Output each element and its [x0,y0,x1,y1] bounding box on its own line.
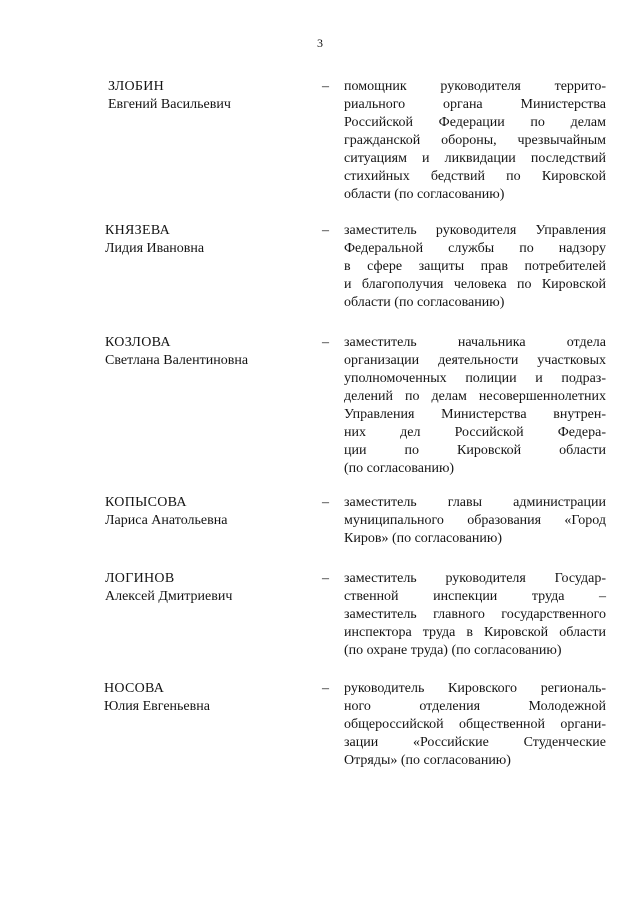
member-position [344,78,606,204]
member-name [105,494,227,530]
separator-dash: – [322,79,329,94]
member-name [105,334,248,370]
position-line: ственной инспекции труда – [344,589,606,604]
position-line: ситуациям и ликвидации последствий [344,151,606,166]
member-name [105,222,204,258]
position-line: Управления Министерства внутрен- [344,407,606,422]
position-line: них дел Российской Федера- [344,425,606,440]
member-position [344,570,606,660]
position-line: уполномоченных полиции и подраз- [344,371,606,386]
member-surname: КОПЫСОВА [105,495,187,510]
member-name [104,680,210,716]
separator-dash: – [322,335,329,350]
position-line: гражданской обороны, чрезвычайным [344,133,606,148]
position-line: инспектора труда в Кировской области [344,625,606,640]
separator-dash: – [322,571,329,586]
position-line: (по согласованию) [344,461,455,476]
position-line: Федеральной службы по надзору [344,241,606,256]
member-position [344,680,606,770]
member-surname: ЛОГИНОВ [105,571,175,586]
member-surname: НОСОВА [104,681,165,696]
position-line: муниципального образования «Город [344,513,606,528]
member-surname: КОЗЛОВА [105,335,171,350]
position-line: области (по согласованию) [344,295,505,310]
member-surname: ЗЛОБИН [108,79,165,94]
position-line: заместитель руководителя Управления [344,223,606,238]
member-given-names: Лидия Ивановна [105,241,205,256]
position-line: заместитель главного государственного [344,607,606,622]
member-position [344,222,606,312]
member-position [344,494,606,548]
position-line: делений по делам несовершеннолетних [344,389,606,404]
position-line: ного отделения Молодежной [344,699,606,714]
position-line: Российской Федерации по делам [344,115,606,130]
position-line: руководитель Кировского региональ- [344,681,606,696]
member-given-names: Лариса Анатольевна [105,513,228,528]
position-line: риального органа Министерства [344,97,606,112]
position-line: Отряды» (по согласованию) [344,753,511,768]
member-given-names: Алексей Дмитриевич [105,589,233,604]
position-line: Киров» (по согласованию) [344,531,502,546]
position-line: стихийных бедствий по Кировской [344,169,606,184]
member-given-names: Юлия Евгеньевна [104,699,210,714]
position-line: общероссийской общественной органи- [344,717,606,732]
position-line: в сфере защиты прав потребителей [344,259,606,274]
position-line: заместитель руководителя Государ- [344,571,606,586]
position-line: заместитель главы администрации [344,495,606,510]
member-given-names: Евгений Васильевич [108,97,231,112]
member-given-names: Светлана Валентиновна [105,353,249,368]
member-name [105,570,232,606]
separator-dash: – [322,495,329,510]
member-surname: КНЯЗЕВА [105,223,171,238]
separator-dash: – [322,681,329,696]
page-number: 3 [317,36,323,50]
position-line: и благополучия человека по Кировской [344,277,606,292]
position-line: ции по Кировской области [344,443,606,458]
position-line: зации «Российские Студенческие [344,735,606,750]
position-line: заместитель начальника отдела [344,335,606,350]
member-name [108,78,231,114]
position-line: помощник руководителя террито- [344,79,606,94]
position-line: организации деятельности участковых [344,353,606,368]
separator-dash: – [322,223,329,238]
position-line: (по охране труда) (по согласованию) [344,643,562,658]
member-position [344,334,606,478]
position-line: области (по согласованию) [344,187,505,202]
